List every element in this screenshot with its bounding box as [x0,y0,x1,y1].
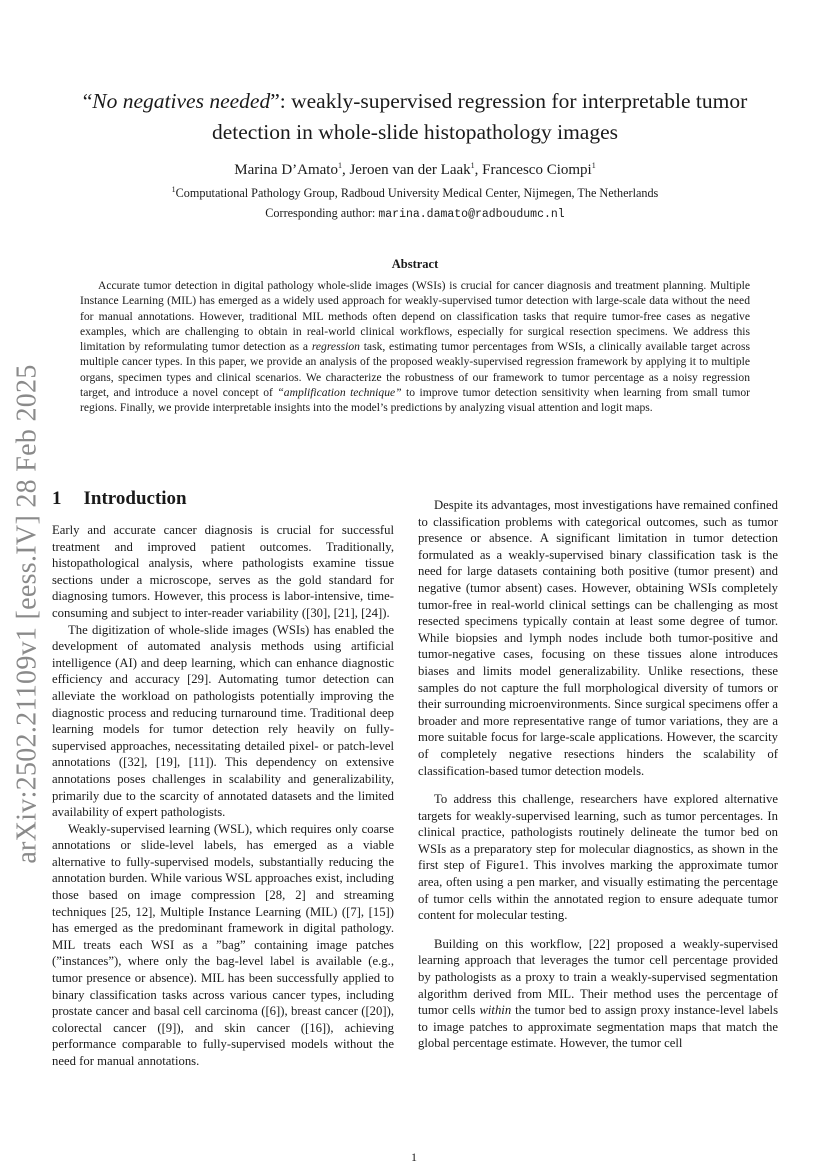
author-email-link[interactable]: marina.damato@radboudumc.nl [378,208,565,221]
right-text-column [418,497,778,1052]
section-heading-introduction [52,488,392,510]
author-name: Francesco Ciompi [482,162,592,178]
section-number: 1 [52,488,62,509]
author-name: Jeroen van der Laak [349,162,471,178]
section-title: Introduction [83,488,187,509]
author-name: Marina D’Amato [234,162,338,178]
left-text-column [52,522,394,1070]
corresponding-author: Corresponding author: marina.damato@radboudumc.nl [265,206,565,221]
author-list: Marina D’Amato$^1$, Jeroen van der Laak$^1$, Francesco Ciompi$^1$ [234,161,596,178]
arxiv-sidebar-stamp [2,360,54,868]
page-number: 1 [411,1150,417,1164]
paragraph: To address this challenge, researchers have explored alternative targets for weakly-supervised learning, such as tumor percentages. In clinical practice, pathologists routinely delineate the tumor bed on WSIs as a preparatory step for molecular diagnostics, as shown in the first step of Figure1. This involves marking the approximate tumor area, often using a pen marker, and visually estimating the percentage of tumor cells within the annotated region to ensure adequate tumor content for molecular testing. [418,792,778,923]
title-italic: No negatives needed [92,89,271,113]
title-rest: ”: weakly-supervised regression for interpretable tumor detection in whole-slide histopathology images [211,89,748,144]
arxiv-identifier: arXiv:2502.21109v1 [eess.IV] 28 Feb 2025 [12,364,43,864]
paragraph: Weakly-supervised learning (WSL), which requires only coarse annotations or slide-level labels, has emerged as a viable alternative to fully-supervised models, substantially reducing the annotation burden. While various WSL approaches exist, including those based on image compression [28, 2] and streaming techniques [25, 12], Multiple Instance Learning (MIL) ([7], [15]) has emerged as the predominant framework in digital pathology. MIL treats each WSI as a ”bag” containing image patches (”instances”), where only the bag-level label is available (e.g., tumor presence or absence). MIL has been successfully applied to binary classification tasks across various cancer types, including prostate cancer and basal cell carcinoma ([6]), breast cancer ([20]), colorectal cancer ([9]), and skin cancer ([16]), achieving performance comparable to fully-supervised models without the need for manual annotations. [52,821,394,1068]
affiliation: $^1$Computational Pathology Group, Radboud University Medical Center, Nijmegen, The Netherlands [171,184,659,200]
paragraph: Early and accurate cancer diagnosis is crucial for successful treatment and improved patient outcomes. Traditionally, histopathological analysis, where pathologists examine tissue sections under a microscope, serves as the gold standard for diagnosing tumors. However, this process is labor-intensive, time-consuming and subject to inter-reader variability ([30], [21], [24]). [52,523,394,620]
paragraph: The digitization of whole-slide images (WSIs) has enabled the development of automated analysis methods using artificial intelligence (AI) and deep learning, which can enhance diagnostic efficiency and accuracy [29]. Automating tumor detection can alleviate the workload on pathologists potentially improving the diagnostic process and reducing turnaround time. Traditional deep learning models for tumor detection rely heavily on fully-supervised approaches, necessitating detailed pixel- or patch-level annotations ([32], [19], [11]). This dependency on extensive annotations poses challenges in scalability and generalizability, primarily due to the scarcity of annotated datasets and the limited availability of expert pathologists. [52,622,394,820]
paragraph: Despite its advantages, most investigations have remained confined to classification problems with categorical outcomes, such as tumor presence or absence. A significant limitation in tumor detection formulated as a weakly-supervised binary classification task is the need for large datasets containing both positive (tumor present) and negative (tumor absent) cases. However, obtaining WSIs completely tumor-free in real-world clinical settings can be challenging as most resected specimens typically contain at least some degree of tumor. While biopsies and lymph nodes include both tumor-positive and tumor-negative cases, focusing on these tissues alone introduces biases and limits model generalizability. Unlike resections, these samples do not capture the full morphological diversity of tumors or their surrounding microenvironments. Since surgical specimens offer a broader and more representative range of tumor variations, they are a more suitable focus for large-scale applications. However, the scarcity of completely negative resections hinders the scalability of classification-based tumor detection models. [418,498,778,778]
abstract-heading: Abstract [391,257,439,271]
paper-title: “No negatives needed”: weakly-supervised regression for interpretable tumor detection in whole-slide histopathology images [82,89,748,144]
paragraph: Building on this workflow, [22] proposed a weakly-supervised learning approach that leverages the tumor cell percentage provided by pathologists as a proxy to train a weakly-supervised segmentation algorithm derived from MIL. Their method uses the percentage of tumor cells within the tumor bed to assign proxy instance-level labels to image patches to approximate segmentation maps that match the global percentage estimate. However, the tumor cell [418,936,779,1051]
abstract-body: Accurate tumor detection in digital pathology whole-slide images (WSIs) is crucial for cancer diagnosis and treatment planning. Multiple Instance Learning (MIL) has emerged as a widely used approach for weakly-supervised tumor detection with large-scale data without the need for manual annotations. However, traditional MIL methods often depend on classification tasks that require tumor-free cases as negative examples, which are challenging to obtain in real-world clinical workflows, especially for surgical resection specimens. We address this limitation by reformulating tumor detection as a regression task, estimating tumor percentages from WSIs, a clinically available target across multiple cancer types. In this paper, we provide an analysis of the proposed weakly-supervised regression framework by applying it to multiple organs, specimen types and clinical scenarios. We characterize the robustness of our framework to tumor percentage as a noisy regression target, and introduce a novel concept of “amplification technique” to improve tumor detection sensitivity when learning from small tumor regions. Finally, we provide interpretable insights into the model’s predictions by analyzing visual attention and logit maps. [80,279,750,415]
